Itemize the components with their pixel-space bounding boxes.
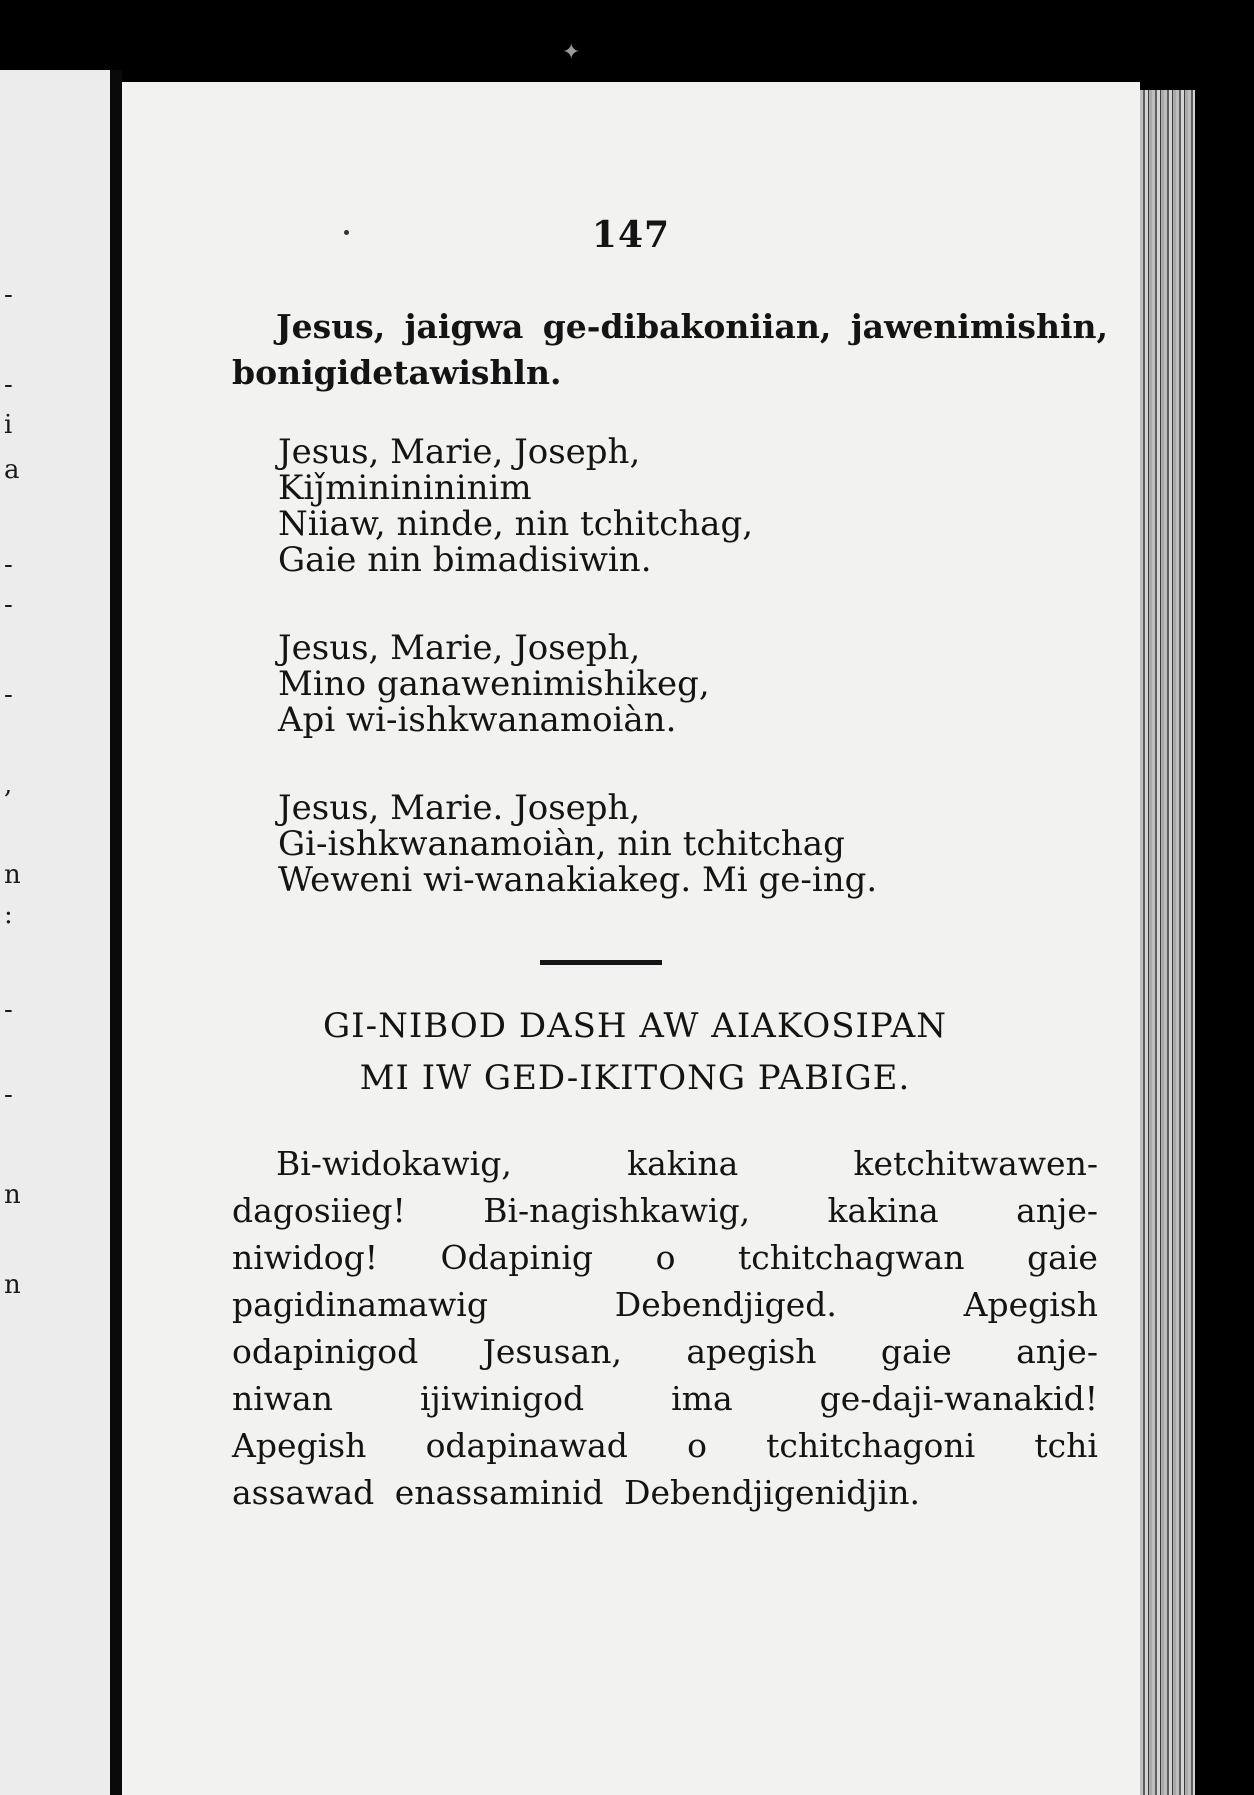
verse-line: Jesus, Marie, Joseph, — [278, 432, 641, 472]
book-page — [122, 82, 1140, 1795]
verse-line: Niiaw, ninde, nin tchitchag, — [278, 504, 754, 544]
verse-stanza — [278, 790, 1098, 898]
section-heading-line: MI IW GED-IKITONG PABIGE. — [359, 1058, 911, 1098]
paragraph-line: niwidog! Odapinig o tchitchagwan gaie — [232, 1238, 1098, 1277]
verse-line: Gaie nin bimadisiwin. — [278, 540, 652, 580]
paragraph-line: assawad enassaminid Debendjigenidjin. — [232, 1473, 920, 1512]
prayer-paragraph: Jesus, jaigwa ge-dibakoniian, jawenimishin, bonigidetawishln. — [232, 307, 1108, 392]
verse-line: Mino ganawenimishikeg, — [278, 664, 710, 704]
paragraph-line: niwan ijiwinigod ima ge-daji-wanakid! — [232, 1379, 1098, 1418]
top-edge-mark: ✦ — [562, 40, 581, 65]
paragraph-line: Apegish odapinawad o tchitchagoni tchi — [232, 1426, 1098, 1465]
verse-line: Weweni wi-wanakiakeg. Mi ge-ing. — [278, 860, 878, 900]
verse-line: Kiǰmininininim — [278, 468, 532, 508]
body-paragraph — [232, 1140, 1098, 1516]
paragraph-line: Bi-widokawig, kakina ketchitwawen- — [276, 1144, 1098, 1183]
left-page-cropped-text: - - i a - - - , n : - - n n — [4, 280, 21, 1300]
verse-line: Jesus, Marie. Joseph, — [278, 788, 641, 828]
verse-line: Jesus, Marie, Joseph, — [278, 628, 641, 668]
paragraph-line: dagosiieg! Bi-nagishkawig, kakina anje- — [232, 1191, 1098, 1230]
verse-line: Api wi-ishkwanamoiàn. — [278, 700, 677, 740]
page-stack-edges — [1140, 90, 1195, 1795]
verse-stanza — [278, 434, 1098, 578]
verse-line: Gi-ishkwanamoiàn, nin tchitchag — [278, 824, 845, 864]
section-heading — [182, 1000, 1088, 1104]
left-facing-page-edge — [0, 70, 110, 1795]
paragraph-line: pagidinamawig Debendjiged. Apegish — [232, 1285, 1098, 1324]
verse-stanza — [278, 630, 1098, 738]
section-divider-rule — [540, 960, 662, 965]
paragraph-line: odapinigod Jesusan, apegish gaie anje- — [232, 1332, 1098, 1371]
book-gutter — [110, 70, 122, 1795]
page-number: 147 — [591, 214, 671, 256]
section-heading-line: GI-NIBOD DASH AW AIAKOSIPAN — [323, 1006, 947, 1046]
